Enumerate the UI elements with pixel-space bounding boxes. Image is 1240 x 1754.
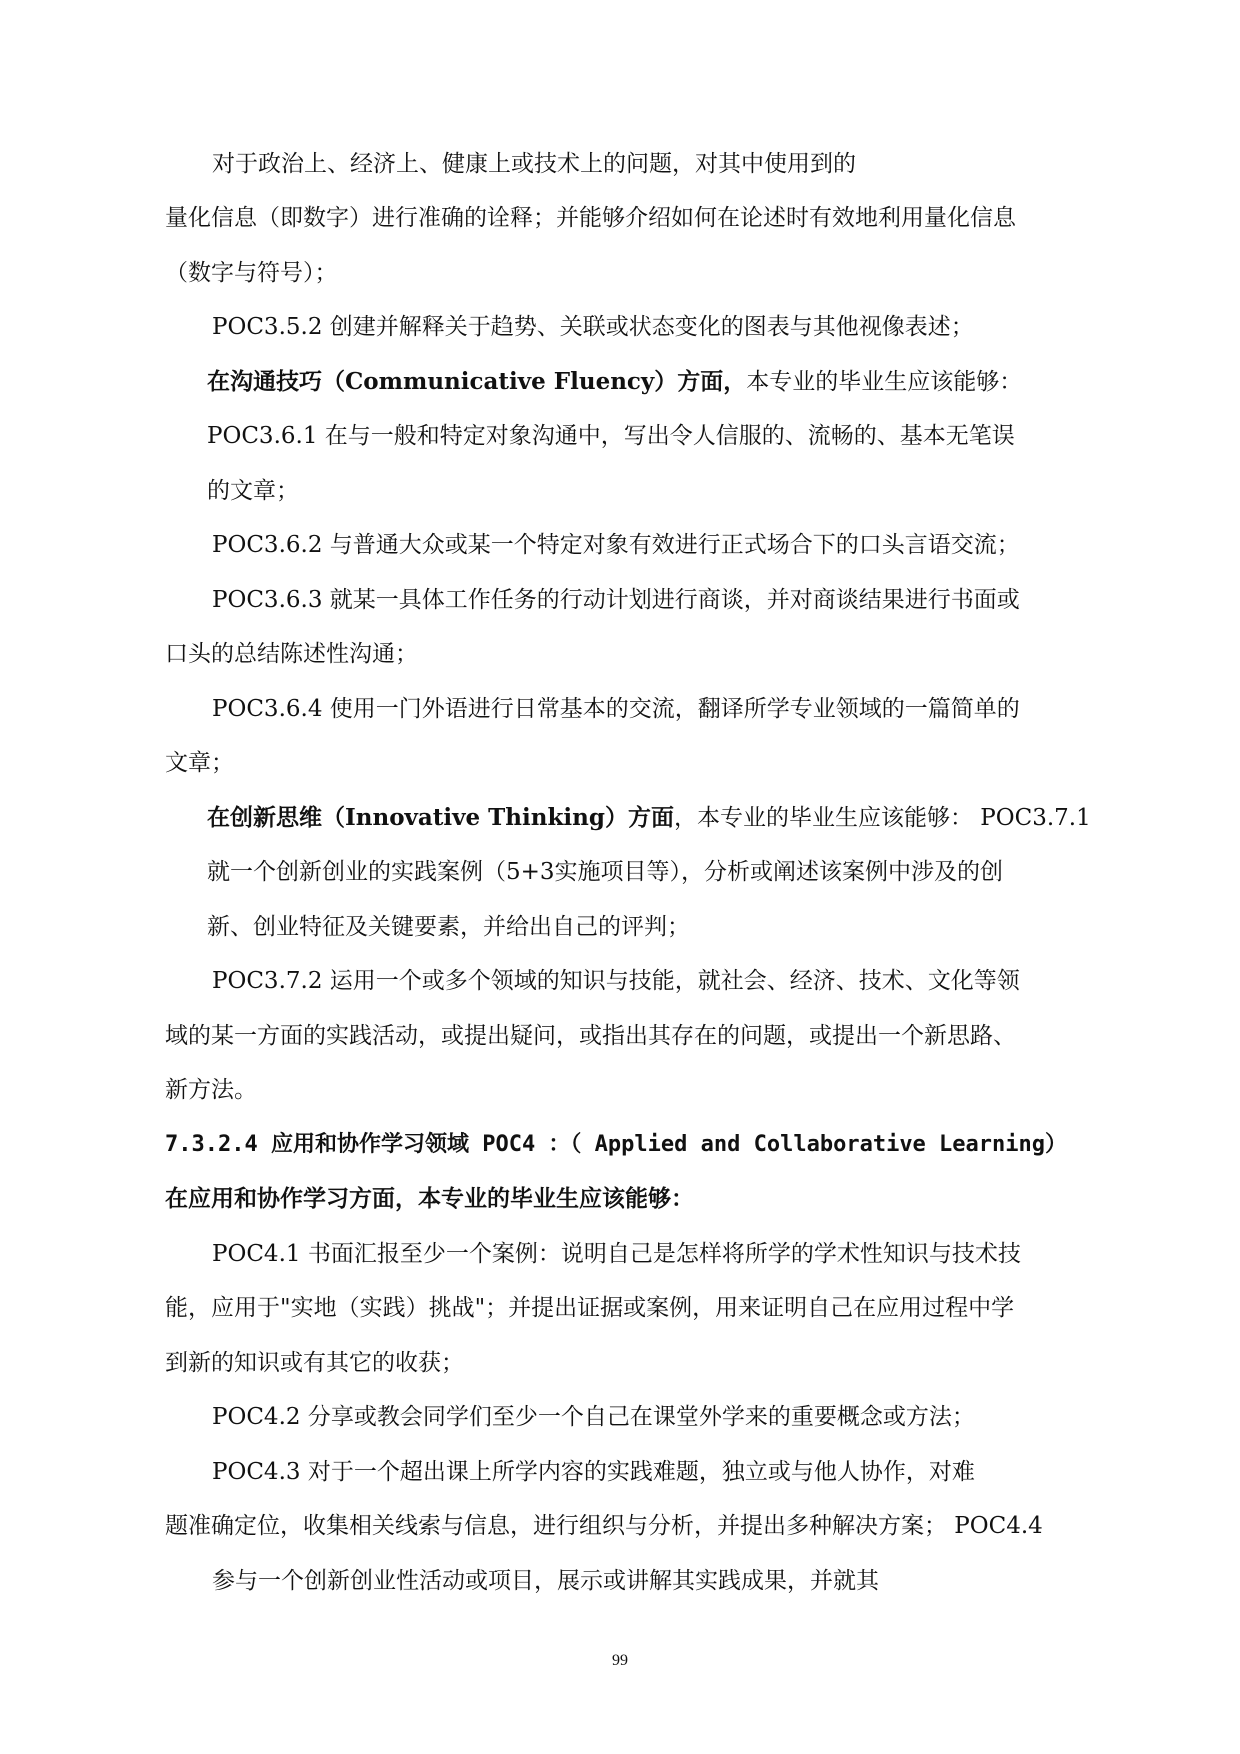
text-line-15: 新、创业特征及关键要素，并给出自己的评判； xyxy=(207,914,690,940)
text-line-10: 口头的总结陈述性沟通； xyxy=(165,641,418,667)
text-line-11: POC3.6.4 使用一门外语进行日常基本的交流，翻译所学专业领域的一篇简单的 xyxy=(212,696,1020,722)
text-line-6: POC3.6.1 在与一般和特定对象沟通中，写出令人信服的、流畅的、基本无笔误 xyxy=(207,423,1015,449)
text-line-12: 文章； xyxy=(165,750,234,776)
text-line-1: 对于政治上、经济上、健康上或技术上的问题，对其中使用到的 xyxy=(212,151,856,177)
text-line-17: 域的某一方面的实践活动，或提出疑问，或指出其存在的问题，或提出一个新思路、 xyxy=(165,1023,1016,1049)
text-line-2: 量化信息（即数字）进行准确的诠释；并能够介绍如何在论述时有效地利用量化信息 xyxy=(165,205,1016,231)
text-line-14: 就一个创新创业的实践案例（5+3实施项目等），分析或阐述该案例中涉及的创 xyxy=(207,859,1004,885)
text-line-7: 的文章； xyxy=(207,478,299,504)
text-line-16: POC3.7.2 运用一个或多个领域的知识与技能，就社会、经济、技术、文化等领 xyxy=(212,968,1020,994)
text-line-22: 能，应用于"实地（实践）挑战"；并提出证据或案例，用来证明自己在应用过程中学 xyxy=(165,1295,1015,1321)
text-line-25: POC4.3 对于一个超出课上所学内容的实践难题，独立或与他人协作，对难 xyxy=(212,1459,975,1485)
section-heading: 7.3.2.4 应用和协作学习领域 POC4 ：（ Applied and Collaborative Learning） xyxy=(165,1132,1068,1157)
communication-heading-tail: 本专业的毕业生应该能够： xyxy=(746,369,1023,395)
text-line-24: POC4.2 分享或教会同学们至少一个自己在课堂外学来的重要概念或方法； xyxy=(212,1404,975,1430)
text-line-23: 到新的知识或有其它的收获； xyxy=(165,1350,464,1376)
text-line-27: 参与一个创新创业性活动或项目，展示或讲解其实践成果，并就其 xyxy=(212,1568,879,1594)
text-line-4: POC3.5.2 创建并解释关于趋势、关联或状态变化的图表与其他视像表述； xyxy=(212,314,974,340)
text-line-3: （数字与符号）； xyxy=(165,260,338,286)
text-line-18: 新方法。 xyxy=(165,1077,257,1103)
innovation-heading: 在创新思维（Innovative Thinking）方面 xyxy=(207,804,674,831)
innovation-heading-tail: ，本专业的毕业生应该能够： POC3.7.1 xyxy=(673,805,1091,831)
text-line-8: POC3.6.2 与普通大众或某一个特定对象有效进行正式场合下的口头言语交流； xyxy=(212,532,1020,558)
communication-heading-line xyxy=(207,367,1022,397)
communication-heading: 在沟通技巧（Communicative Fluency）方面， xyxy=(207,368,747,395)
text-line-9: POC3.6.3 就某一具体工作任务的行动计划进行商谈，并对商谈结果进行书面或 xyxy=(212,587,1020,613)
innovation-heading-line xyxy=(207,803,1091,833)
text-line-21: POC4.1 书面汇报至少一个案例：说明自己是怎样将所学的学术性知识与技术技 xyxy=(212,1241,1021,1267)
section-subheading: 在应用和协作学习方面，本专业的毕业生应该能够： xyxy=(165,1185,694,1212)
page-number: 99 xyxy=(612,1652,628,1669)
text-line-26: 题准确定位，收集相关线索与信息，进行组织与分析，并提出多种解决方案； POC4.4 xyxy=(165,1513,1043,1539)
